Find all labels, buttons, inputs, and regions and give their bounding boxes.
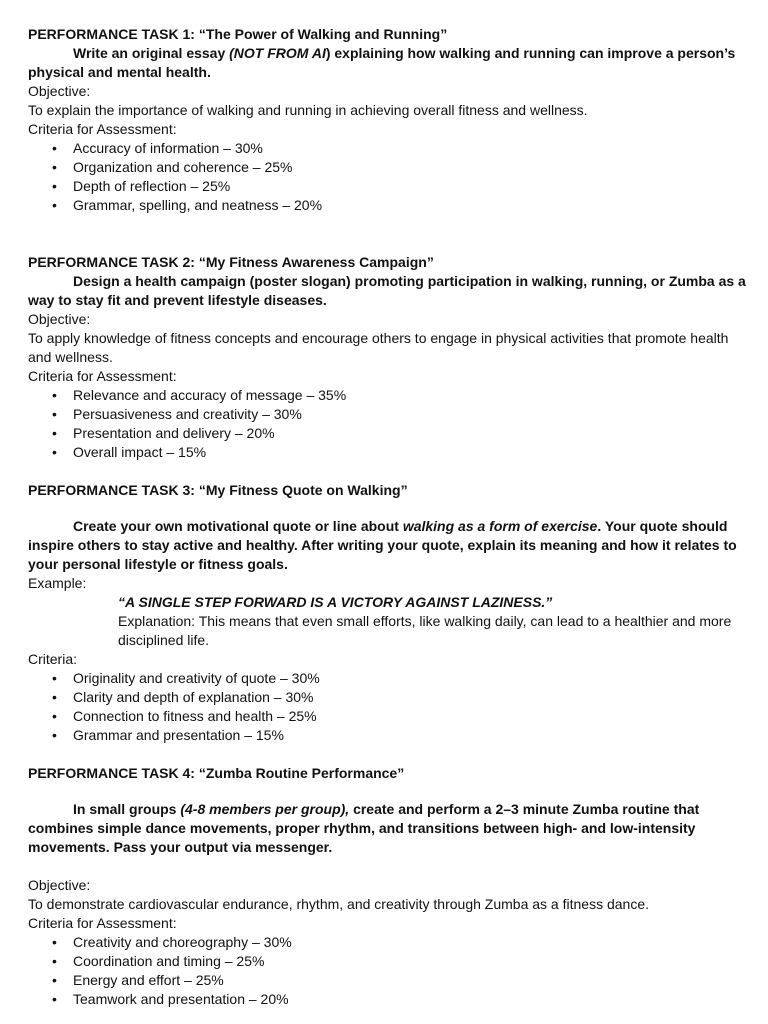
task-3-instruction-post: . Your quote should inspire others to stay active and healthy. After writing your quote, explain its meaning and how it relates to your personal lifestyle or fitness goals.: [28, 518, 737, 572]
task-2-criteria-label: Criteria for Assessment:: [28, 368, 177, 384]
criteria-item: • Clarity and depth of explanation – 30%: [52, 688, 750, 707]
task-4-objective-text: To demonstrate cardiovascular endurance, rhythm, and creativity through Zumba as a fitness dance.: [28, 896, 649, 912]
task-1-instruction-italic: (NOT FROM AI: [229, 45, 326, 61]
criteria-item: • Accuracy of information – 30%: [52, 139, 750, 158]
performance-task-1: [28, 25, 750, 215]
task-1-objective-label: Objective:: [28, 83, 91, 99]
task-1-title: PERFORMANCE TASK 1: “The Power of Walking and Running”: [28, 26, 448, 42]
spacer: [28, 500, 750, 517]
criteria-item: • Relevance and accuracy of message – 35%: [52, 386, 750, 405]
task-4-criteria-list: [28, 933, 750, 1009]
task-1-instruction-post: ) explaining how walking and running can improve a person’s physical and mental health.: [28, 45, 736, 80]
task-3-criteria-list: [28, 669, 750, 745]
criteria-item: • Coordination and timing – 25%: [52, 952, 750, 971]
task-3-example-quote: “A SINGLE STEP FORWARD IS A VICTORY AGAINST LAZINESS.”: [118, 594, 553, 610]
task-4-title: PERFORMANCE TASK 4: “Zumba Routine Performance”: [28, 765, 405, 781]
task-4-instruction-pre: In small groups: [73, 801, 181, 817]
criteria-item: • Persuasiveness and creativity – 30%: [52, 405, 750, 424]
task-4-criteria-label: Criteria for Assessment:: [28, 915, 177, 931]
criteria-item: • Originality and creativity of quote – 30%: [52, 669, 750, 688]
performance-task-2: [28, 253, 750, 462]
criteria-item: • Depth of reflection – 25%: [52, 177, 750, 196]
performance-task-4: [28, 764, 750, 1009]
task-1-objective-text: To explain the importance of walking and running in achieving overall fitness and wellness.: [28, 102, 588, 118]
task-3-title: PERFORMANCE TASK 3: “My Fitness Quote on Walking”: [28, 482, 408, 498]
criteria-item: • Grammar and presentation – 15%: [52, 726, 750, 745]
performance-task-3: [28, 481, 750, 745]
task-1-criteria-list: [28, 139, 750, 215]
task-3-example-explanation: Explanation: This means that even small efforts, like walking daily, can lead to a healthier and more disciplined life.: [118, 613, 732, 648]
task-4-instruction-italic: (4-8 members per group),: [180, 801, 350, 817]
task-3-instruction-pre: Create your own motivational quote or line about: [73, 518, 403, 534]
task-4-objective-label: Objective:: [28, 877, 91, 893]
spacer: [28, 745, 750, 764]
task-2-objective-label: Objective:: [28, 311, 91, 327]
criteria-item: • Organization and coherence – 25%: [52, 158, 750, 177]
task-1-instruction: [28, 44, 750, 82]
task-3-example-label: Example:: [28, 575, 87, 591]
task-3-criteria-label: Criteria:: [28, 651, 78, 667]
spacer: [28, 857, 750, 876]
task-1-criteria-label: Criteria for Assessment:: [28, 121, 177, 137]
task-4-instruction-post: create and perform a 2–3 minute Zumba routine that combines simple dance movements, proper rhythm, and transitions between high- and low-intensity movements. Pass your output via messenger.: [28, 801, 700, 855]
criteria-item: • Energy and effort – 25%: [52, 971, 750, 990]
task-2-criteria-list: [28, 386, 750, 462]
criteria-item: • Presentation and delivery – 20%: [52, 424, 750, 443]
task-4-instruction: [28, 800, 750, 857]
task-2-objective-text: To apply knowledge of fitness concepts and encourage others to engage in physical activities that promote health and wellness.: [28, 330, 729, 365]
criteria-item: • Overall impact – 15%: [52, 443, 750, 462]
task-1-instruction-pre: Write an original essay: [73, 45, 230, 61]
task-3-instruction: [28, 517, 750, 574]
task-2-title: PERFORMANCE TASK 2: “My Fitness Awareness Campaign”: [28, 254, 434, 270]
task-3-example: [28, 593, 750, 650]
criteria-item: • Connection to fitness and health – 25%: [52, 707, 750, 726]
task-2-instruction: Design a health campaign (poster slogan) promoting participation in walking, running, or Zumba as a way to stay fit and prevent lifestyle diseases.: [28, 273, 746, 308]
criteria-item: • Teamwork and presentation – 20%: [52, 990, 750, 1009]
spacer: [28, 462, 750, 481]
criteria-item: • Creativity and choreography – 30%: [52, 933, 750, 952]
criteria-item: • Grammar, spelling, and neatness – 20%: [52, 196, 750, 215]
task-3-instruction-italic: walking as a form of exercise: [402, 518, 598, 534]
spacer: [28, 215, 750, 253]
spacer: [28, 783, 750, 800]
